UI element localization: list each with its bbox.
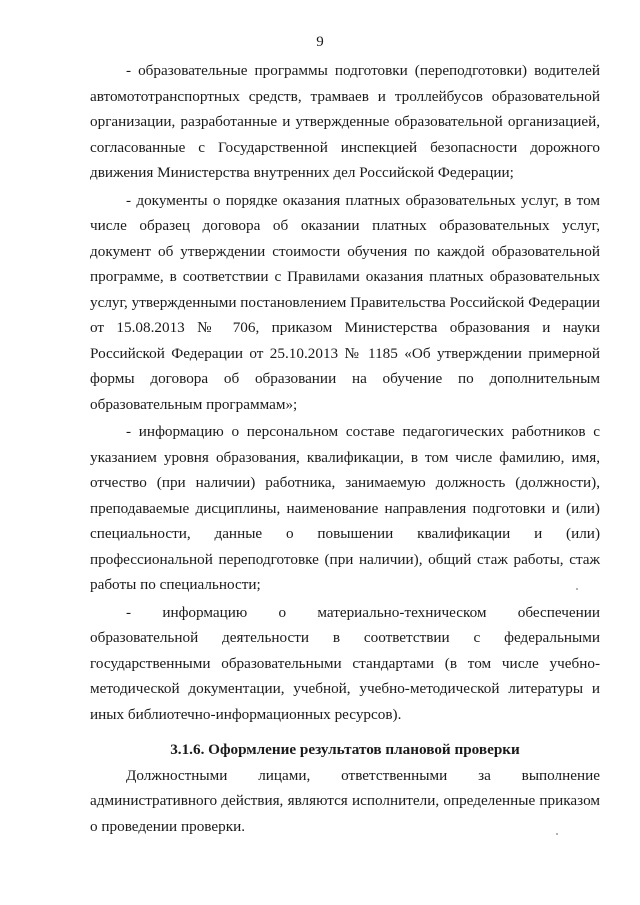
paragraph-paid-services: - документы о порядке оказания платных образовательных услуг, в том числе образец договора об оказании платных образовательных услуг, документ об утверждении стоимости обучения по каждой образовательной программе, в соответствии с Правилами оказания платных образовательных услуг, утвержденными постановлением Правительства Российской Федерации от 15.08.2013 № 706, приказом Министерства образования и науки Российской Федерации от 25.10.2013 № 1185 «Об утверждении примерной формы договора об образовании на обучение по дополнительным образовательным программам»; xyxy=(90,191,600,413)
paragraph-material-support: - информацию о материально-техническом обеспечении образовательной деятельности в соответствии с федеральными государственными образовательными стандартами (в том числе учебно-методической документации, учебной, учебно-методической литературы и иных библиотечно-информационных ресурсов). xyxy=(90,603,600,723)
scan-speck xyxy=(576,588,578,590)
paragraph-programs: - образовательные программы подготовки (переподготовки) водителей автомототранспортных средств, трамваев и троллейбусов образовательной организации, разработанные и утвержденные образовательной организацией, согласованные с Государственной инспекцией безопасности дорожного движения Министерства внутренних дел Российской Федерации; xyxy=(90,62,600,181)
section-heading: 3.1.6. Оформление результатов плановой проверки xyxy=(170,741,520,758)
paragraph-staff-info: - информацию о персональном составе педагогических работников с указанием уровня образования, квалификации, в том числе фамилию, имя, отчество (при наличии) работника, занимаемую должность (должности), преподаваемые дисциплины, наименование направления подготовки и (или) специальности, данные о повышении квалификации и (или) профессиональной переподготовке (при наличии), общий стаж работы, стаж работы по специальности; xyxy=(90,423,600,593)
scan-speck xyxy=(556,833,558,835)
section-body: Должностными лицами, ответственными за выполнение административного действия, являются исполнители, определенные приказом о проведении проверки. xyxy=(90,766,600,835)
document-body xyxy=(90,58,600,841)
page-number: 9 xyxy=(316,34,324,50)
